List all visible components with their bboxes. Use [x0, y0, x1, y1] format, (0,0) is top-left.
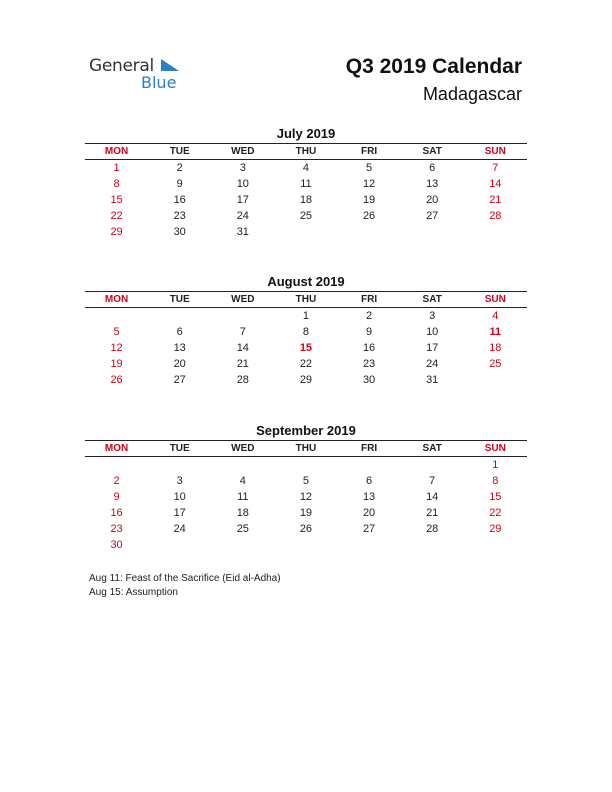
- day-cell: 23: [173, 210, 186, 222]
- weekday-label: MON: [104, 294, 129, 305]
- week-row: [85, 473, 527, 489]
- weekday-label: WED: [231, 443, 255, 454]
- day-cell: 9: [366, 326, 373, 338]
- week-row: [85, 192, 527, 208]
- day-cell: 29: [299, 374, 313, 386]
- day-cell: 17: [173, 507, 186, 519]
- weekday-label: SUN: [484, 294, 506, 305]
- page-title: Q3 2019 Calendar: [345, 55, 522, 78]
- day-cell: 6: [176, 326, 183, 338]
- weekday-label: TUE: [169, 146, 190, 157]
- week-row: [85, 224, 527, 240]
- month-calendar: [85, 423, 527, 553]
- weekday-label: FRI: [361, 443, 378, 454]
- day-cell: 27: [173, 374, 186, 386]
- day-cell: 7: [492, 162, 499, 174]
- day-cell: 24: [173, 523, 186, 535]
- month-calendar: [85, 274, 527, 388]
- day-cell: 11: [300, 178, 312, 190]
- day-cell: 3: [429, 310, 436, 322]
- day-cell: 22: [110, 210, 123, 222]
- brand-name-blue: Blue: [141, 73, 177, 92]
- week-row: [85, 537, 527, 553]
- day-cell: 10: [426, 326, 439, 338]
- day-cell: 7: [239, 326, 246, 338]
- weekday-label: SUN: [484, 443, 506, 454]
- day-cell: 13: [173, 342, 186, 354]
- weekday-label: MON: [104, 443, 129, 454]
- day-cell: 14: [489, 178, 502, 190]
- day-cell: 15: [489, 491, 502, 503]
- day-cell: 5: [113, 326, 120, 338]
- day-cell: 13: [426, 178, 439, 190]
- week-row: [85, 208, 527, 224]
- day-cell: 26: [299, 523, 313, 535]
- weekday-label: SAT: [422, 146, 442, 157]
- brand-name-general: General: [89, 56, 154, 76]
- week-row: [85, 176, 527, 192]
- weekday-label: FRI: [361, 294, 378, 305]
- brand-logo: [89, 56, 189, 92]
- day-cell: 16: [110, 507, 123, 519]
- brand-triangle-icon: [161, 59, 179, 71]
- day-cell: 10: [236, 178, 249, 190]
- month-title: September 2019: [256, 423, 356, 438]
- holiday-notes: [89, 572, 281, 600]
- day-cell: 5: [366, 162, 373, 174]
- day-cell: 4: [492, 310, 499, 322]
- weekday-label: THU: [295, 294, 317, 305]
- week-row: [85, 160, 527, 176]
- day-cell: 21: [489, 194, 502, 206]
- weekday-label: TUE: [169, 294, 190, 305]
- day-cell: 2: [176, 162, 183, 174]
- day-cell: 14: [236, 342, 249, 354]
- day-cell: 22: [489, 507, 502, 519]
- weekday-label: WED: [231, 294, 255, 305]
- day-cell: 29: [110, 226, 123, 238]
- day-cell: 15: [299, 342, 313, 354]
- day-cell: 8: [492, 475, 499, 487]
- week-row: [85, 308, 527, 324]
- day-cell: 31: [426, 374, 439, 386]
- day-cell: 23: [110, 523, 123, 535]
- day-cell: 25: [299, 210, 313, 222]
- day-cell: 24: [236, 210, 249, 222]
- day-cell: 16: [362, 342, 376, 354]
- week-row: [85, 372, 527, 388]
- day-cell: 26: [362, 210, 376, 222]
- day-cell: 19: [110, 358, 123, 370]
- day-cell: 8: [302, 326, 309, 338]
- weekday-label: THU: [295, 146, 317, 157]
- weekday-header: [85, 291, 527, 308]
- page-subtitle: Madagascar: [422, 84, 522, 104]
- day-cell: 12: [299, 491, 313, 503]
- day-cell: 30: [362, 374, 376, 386]
- day-cell: 9: [176, 178, 183, 190]
- day-cell: 1: [113, 162, 120, 174]
- day-cell: 7: [429, 475, 436, 487]
- day-cell: 12: [110, 342, 123, 354]
- day-cell: 19: [362, 194, 376, 206]
- month-title: August 2019: [267, 274, 345, 289]
- weekday-label: MON: [104, 146, 129, 157]
- day-cell: 27: [362, 523, 376, 535]
- day-cell: 30: [173, 226, 186, 238]
- day-cell: 20: [362, 507, 376, 519]
- day-cell: 4: [239, 475, 246, 487]
- day-cell: 5: [302, 475, 309, 487]
- month-title: July 2019: [276, 126, 336, 141]
- day-cell: 18: [236, 507, 249, 519]
- week-row: [85, 340, 527, 356]
- day-cell: 12: [362, 178, 376, 190]
- day-cell: 29: [489, 523, 502, 535]
- month-calendar: [85, 126, 527, 240]
- day-cell: 24: [426, 358, 439, 370]
- week-row: [85, 505, 527, 521]
- day-cell: 27: [426, 210, 439, 222]
- day-cell: 25: [236, 523, 249, 535]
- day-cell: 10: [173, 491, 186, 503]
- day-cell: 2: [113, 475, 120, 487]
- weekday-header: [85, 440, 527, 457]
- weekday-header: [85, 143, 527, 160]
- day-cell: 14: [426, 491, 439, 503]
- day-cell: 26: [110, 374, 123, 386]
- day-cell: 3: [239, 162, 246, 174]
- day-cell: 17: [426, 342, 439, 354]
- holiday-note: Aug 11: Feast of the Sacrifice (Eid al-Adha): [89, 573, 281, 584]
- day-cell: 17: [236, 194, 249, 206]
- weekday-label: THU: [295, 443, 317, 454]
- day-cell: 31: [236, 226, 249, 238]
- day-cell: 1: [302, 310, 309, 322]
- holiday-note: Aug 15: Assumption: [89, 587, 178, 598]
- day-cell: 11: [237, 491, 249, 503]
- day-cell: 9: [113, 491, 120, 503]
- day-cell: 13: [362, 491, 376, 503]
- weekday-label: SAT: [422, 443, 442, 454]
- week-row: [85, 457, 527, 473]
- weekday-label: SAT: [422, 294, 442, 305]
- week-row: [85, 356, 527, 372]
- day-cell: 18: [299, 194, 313, 206]
- day-cell: 6: [429, 162, 436, 174]
- day-cell: 20: [426, 194, 439, 206]
- weekday-label: WED: [231, 146, 255, 157]
- day-cell: 20: [173, 358, 186, 370]
- day-cell: 1: [492, 459, 499, 471]
- day-cell: 15: [110, 194, 123, 206]
- weekday-label: SUN: [484, 146, 506, 157]
- day-cell: 4: [302, 162, 309, 174]
- day-cell: 22: [299, 358, 313, 370]
- day-cell: 6: [366, 475, 373, 487]
- day-cell: 30: [110, 539, 123, 551]
- day-cell: 16: [173, 194, 186, 206]
- week-row: [85, 521, 527, 537]
- day-cell: 3: [176, 475, 183, 487]
- day-cell: 28: [236, 374, 249, 386]
- day-cell: 19: [299, 507, 313, 519]
- weekday-label: TUE: [169, 443, 190, 454]
- day-cell: 8: [113, 178, 120, 190]
- day-cell: 28: [489, 210, 502, 222]
- day-cell: 23: [362, 358, 376, 370]
- day-cell: 21: [236, 358, 249, 370]
- day-cell: 28: [426, 523, 439, 535]
- day-cell: 18: [489, 342, 502, 354]
- day-cell: 21: [426, 507, 439, 519]
- day-cell: 11: [489, 326, 502, 338]
- day-cell: 2: [366, 310, 373, 322]
- week-row: [85, 489, 527, 505]
- day-cell: 25: [489, 358, 502, 370]
- week-row: [85, 324, 527, 340]
- weekday-label: FRI: [361, 146, 378, 157]
